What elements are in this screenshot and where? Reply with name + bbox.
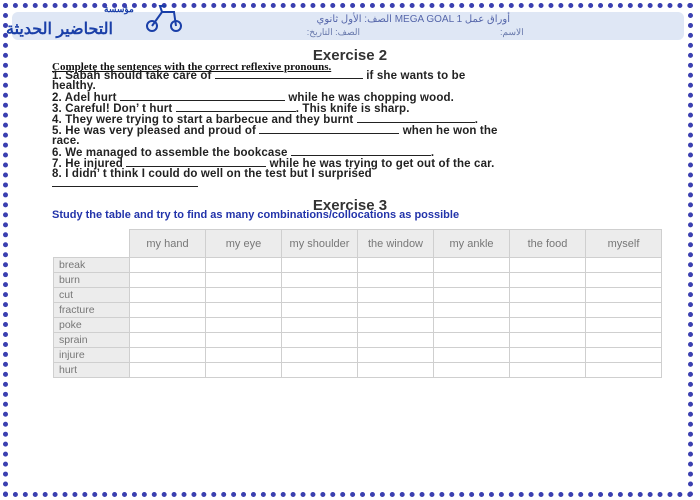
column-header: my eye (206, 230, 282, 258)
answer-cell[interactable] (282, 348, 358, 363)
answer-cell[interactable] (586, 318, 662, 333)
answer-cell[interactable] (358, 348, 434, 363)
sentence-text: 2. Adel hurt (52, 92, 120, 104)
answer-blank[interactable] (291, 146, 431, 156)
sentence-text: 8. I didn’ t think I could do well on the test but I surprised (52, 168, 372, 180)
row-label: burn (54, 273, 130, 288)
sentence-1 (52, 69, 465, 82)
sentence-text: . (474, 114, 479, 126)
answer-cell[interactable] (586, 303, 662, 318)
scooter-icon (144, 2, 184, 32)
table-row (54, 273, 662, 288)
answer-cell[interactable] (358, 288, 434, 303)
answer-cell[interactable] (206, 348, 282, 363)
sentence-text: 5. He was very pleased and proud of (52, 125, 260, 137)
table-row (54, 333, 662, 348)
answer-cell[interactable] (586, 363, 662, 378)
answer-cell[interactable] (434, 258, 510, 273)
answer-cell[interactable] (434, 318, 510, 333)
exercise-3-instruction: Study the table and try to find as many combinations/collocations as possible (52, 209, 460, 221)
answer-cell[interactable] (206, 303, 282, 318)
answer-cell[interactable] (434, 288, 510, 303)
logo-main-text: التحاضير الحديثة (6, 21, 113, 38)
answer-cell[interactable] (282, 363, 358, 378)
table-row (54, 318, 662, 333)
sentence-text: 4. They were trying to start a barbecue and they burnt (52, 114, 357, 126)
sentence-text: 1. Sabah should take care of (52, 70, 215, 82)
table-header-row (54, 230, 662, 258)
sentence-text: when he won the (399, 125, 498, 137)
answer-cell[interactable] (206, 363, 282, 378)
row-label: injure (54, 348, 130, 363)
table-corner-cell (54, 230, 130, 258)
publisher-logo (6, 2, 182, 44)
sentence-text: healthy. (52, 80, 96, 92)
sentence-text: if she wants to be (362, 70, 466, 82)
answer-cell[interactable] (130, 273, 206, 288)
answer-cell[interactable] (206, 333, 282, 348)
row-label: fracture (54, 303, 130, 318)
answer-cell[interactable] (510, 333, 586, 348)
answer-blank[interactable] (126, 157, 266, 167)
answer-cell[interactable] (282, 333, 358, 348)
table-row (54, 288, 662, 303)
answer-cell[interactable] (358, 333, 434, 348)
answer-cell[interactable] (358, 318, 434, 333)
logo-top-text: مؤسسة (104, 4, 134, 14)
sentence-text: race. (52, 135, 80, 147)
answer-cell[interactable] (130, 303, 206, 318)
header-student-name: الاسم: (500, 27, 524, 37)
answer-blank[interactable] (357, 113, 475, 123)
header-class-date: الصف: التاريخ: (306, 27, 360, 37)
answer-cell[interactable] (130, 288, 206, 303)
row-label: cut (54, 288, 130, 303)
answer-cell[interactable] (434, 333, 510, 348)
answer-cell[interactable] (130, 348, 206, 363)
column-header: my hand (130, 230, 206, 258)
answer-cell[interactable] (434, 348, 510, 363)
answer-cell[interactable] (130, 318, 206, 333)
answer-cell[interactable] (358, 363, 434, 378)
answer-cell[interactable] (358, 273, 434, 288)
answer-cell[interactable] (130, 258, 206, 273)
answer-cell[interactable] (358, 258, 434, 273)
answer-blank[interactable] (176, 102, 296, 112)
collocations-table (53, 229, 662, 378)
column-header: my ankle (434, 230, 510, 258)
answer-cell[interactable] (510, 273, 586, 288)
answer-blank[interactable] (120, 91, 285, 101)
answer-cell[interactable] (510, 348, 586, 363)
answer-cell[interactable] (510, 303, 586, 318)
column-header: the window (358, 230, 434, 258)
sentence-text: 7. He injured (52, 158, 127, 170)
answer-cell[interactable] (282, 303, 358, 318)
answer-cell[interactable] (282, 258, 358, 273)
answer-cell[interactable] (206, 258, 282, 273)
answer-cell[interactable] (510, 288, 586, 303)
answer-cell[interactable] (510, 318, 586, 333)
answer-blank[interactable] (259, 124, 399, 134)
answer-cell[interactable] (510, 258, 586, 273)
answer-cell[interactable] (206, 273, 282, 288)
answer-cell[interactable] (586, 273, 662, 288)
answer-cell[interactable] (434, 303, 510, 318)
table-row (54, 363, 662, 378)
answer-cell[interactable] (282, 288, 358, 303)
answer-cell[interactable] (130, 333, 206, 348)
answer-cell[interactable] (282, 318, 358, 333)
row-label: sprain (54, 333, 130, 348)
exercise-2-instruction: Complete the sentences with the correct reflexive pronouns. (52, 61, 332, 73)
answer-cell[interactable] (206, 318, 282, 333)
sentence-text: while he was trying to get out of the car. (266, 158, 495, 170)
row-label: hurt (54, 363, 130, 378)
answer-cell[interactable] (130, 363, 206, 378)
answer-cell[interactable] (434, 273, 510, 288)
exercise-3-title: Exercise 3 (312, 197, 388, 214)
answer-cell[interactable] (358, 303, 434, 318)
answer-blank[interactable] (215, 69, 363, 79)
row-label: break (54, 258, 130, 273)
header-title: أوراق عمل MEGA GOAL 1 الصف: الأول ثانوي (316, 14, 510, 25)
table-row (54, 348, 662, 363)
answer-cell[interactable] (586, 333, 662, 348)
answer-cell[interactable] (586, 348, 662, 363)
sentence-text: 6. We managed to assemble the bookcase (52, 147, 291, 159)
sentence-text: . (430, 147, 435, 159)
answer-cell[interactable] (586, 288, 662, 303)
table-row (54, 303, 662, 318)
answer-cell[interactable] (282, 273, 358, 288)
answer-blank[interactable] (52, 177, 198, 187)
sentence-text: while he was chopping wood. (284, 92, 455, 104)
sentence-8-blank-line (52, 177, 198, 190)
column-header: the food (510, 230, 586, 258)
table-row (54, 258, 662, 273)
row-label: poke (54, 318, 130, 333)
sentence-5 (52, 124, 498, 137)
column-header: my shoulder (282, 230, 358, 258)
sentence-text: 3. Careful! Don’ t hurt (52, 103, 176, 115)
answer-cell[interactable] (586, 258, 662, 273)
column-header: myself (586, 230, 662, 258)
answer-cell[interactable] (206, 288, 282, 303)
answer-cell[interactable] (510, 363, 586, 378)
answer-cell[interactable] (434, 363, 510, 378)
exercise-2-title: Exercise 2 (312, 47, 388, 64)
sentence-text: . This knife is sharp. (295, 103, 410, 115)
